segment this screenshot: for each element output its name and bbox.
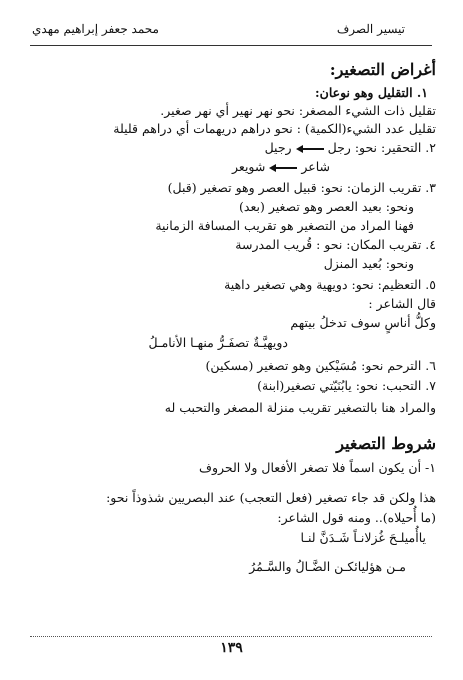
text-line-l15	[148, 335, 288, 351]
text-line-l18	[165, 400, 436, 416]
text-line-l6	[232, 159, 330, 175]
text-line-l16	[206, 358, 436, 374]
line-text: ٧. التحبب: نحو: يابُنَيّتي تصغير(ابنة)	[257, 378, 436, 393]
arrow-left-icon	[269, 164, 297, 172]
line-text: ونحو: بُعيد المنزل	[323, 256, 414, 271]
text-line-l13	[368, 296, 436, 312]
line-text: والمراد هنا بالتصغير تقريب منزلة المصغر والتحبب له	[164, 400, 436, 415]
line-text: (ما أُحيلاه).. ومنه قول الشاعر:	[277, 510, 436, 525]
line-text: ونحو: بعيد العصر وهو تصغير (بعد)	[239, 199, 414, 214]
text-line-l4	[113, 121, 436, 137]
text-line-l24	[249, 559, 406, 575]
arrow-result-word: رجيل	[264, 140, 292, 155]
line-text: ٢. التحقير: نحو: رجل	[327, 140, 436, 155]
line-text: شاعر	[301, 159, 330, 174]
text-line-l21	[106, 490, 436, 506]
text-line-l7	[168, 180, 436, 196]
header-rule	[30, 45, 432, 46]
line-text: وكلُّ أناسٍ سوف تدخلُ بيتهم	[290, 315, 436, 330]
line-text: شروط التصغير	[336, 434, 436, 453]
line-text: ٤. تقريب المكان: نحو : قُريب المدرسة	[235, 237, 436, 252]
text-line-l20	[199, 460, 436, 476]
text-line-l12	[224, 277, 436, 293]
text-line-l9	[155, 218, 414, 234]
arrow-result-word: شويعر	[232, 159, 266, 174]
line-text: قال الشاعر :	[368, 296, 436, 311]
text-line-l14	[290, 315, 436, 331]
line-text: دويهيَّـةٌ تصفَـرُّ منهـا الأنامـلُ	[148, 335, 288, 350]
line-text: مـن هؤليائكـن الضَّـالُ والسَّـمُرُ	[249, 559, 406, 574]
text-line-l22	[277, 510, 436, 526]
line-text: ٦. الترحم نحو: مُسَيْكين وهو تصغير (مسكين)	[205, 358, 436, 373]
line-text: ٥. التعظيم: نحو: دويهية وهي تصغير داهية	[224, 277, 436, 292]
text-line-l2	[315, 85, 428, 101]
line-text: هذا ولكن قد جاء تصغير (فعل التعجب) عند البصريين شذوذاً نحو:	[106, 490, 436, 505]
line-text: ١- أن يكون اسماً فلا تصغر الأفعال ولا الحروف	[199, 460, 436, 475]
page-number: ١٣٩	[220, 640, 243, 656]
footer-rule	[30, 636, 432, 637]
arrow-left-icon	[296, 145, 324, 153]
line-text: أغراض التصغير:	[329, 60, 436, 79]
text-line-l19	[336, 436, 436, 452]
text-line-l10	[235, 237, 436, 253]
line-text: ياأُميلـحَ غُزلانـاً شَـدَنَّ لنـا	[300, 530, 426, 545]
line-text: فهنا المراد من التصغير هو تقريب المسافة الزمانية	[155, 218, 414, 233]
line-text: تقليل عدد الشيء(الكمية) : نحو دراهم دريهمات أي دراهم قليلة	[113, 121, 436, 136]
line-text: تقليل ذات الشيء المصغر: نحو نهر نهير أي نهر صغير.	[160, 103, 436, 118]
text-line-l23	[301, 530, 426, 546]
text-line-l5	[265, 140, 436, 156]
line-text: ١. التقليل وهو نوعان:	[315, 85, 428, 100]
header-book-title: تيسير الصرف	[336, 22, 405, 36]
text-line-l3	[160, 103, 436, 119]
line-text: ٣. تقريب الزمان: نحو: قبيل العصر وهو تصغير (قبل)	[167, 180, 436, 195]
text-line-l11	[324, 256, 414, 272]
header-author: محمد جعفر إبراهيم مهدي	[32, 22, 159, 36]
text-line-l8	[239, 199, 414, 215]
text-line-l1	[330, 62, 436, 78]
text-line-l17	[257, 378, 436, 394]
